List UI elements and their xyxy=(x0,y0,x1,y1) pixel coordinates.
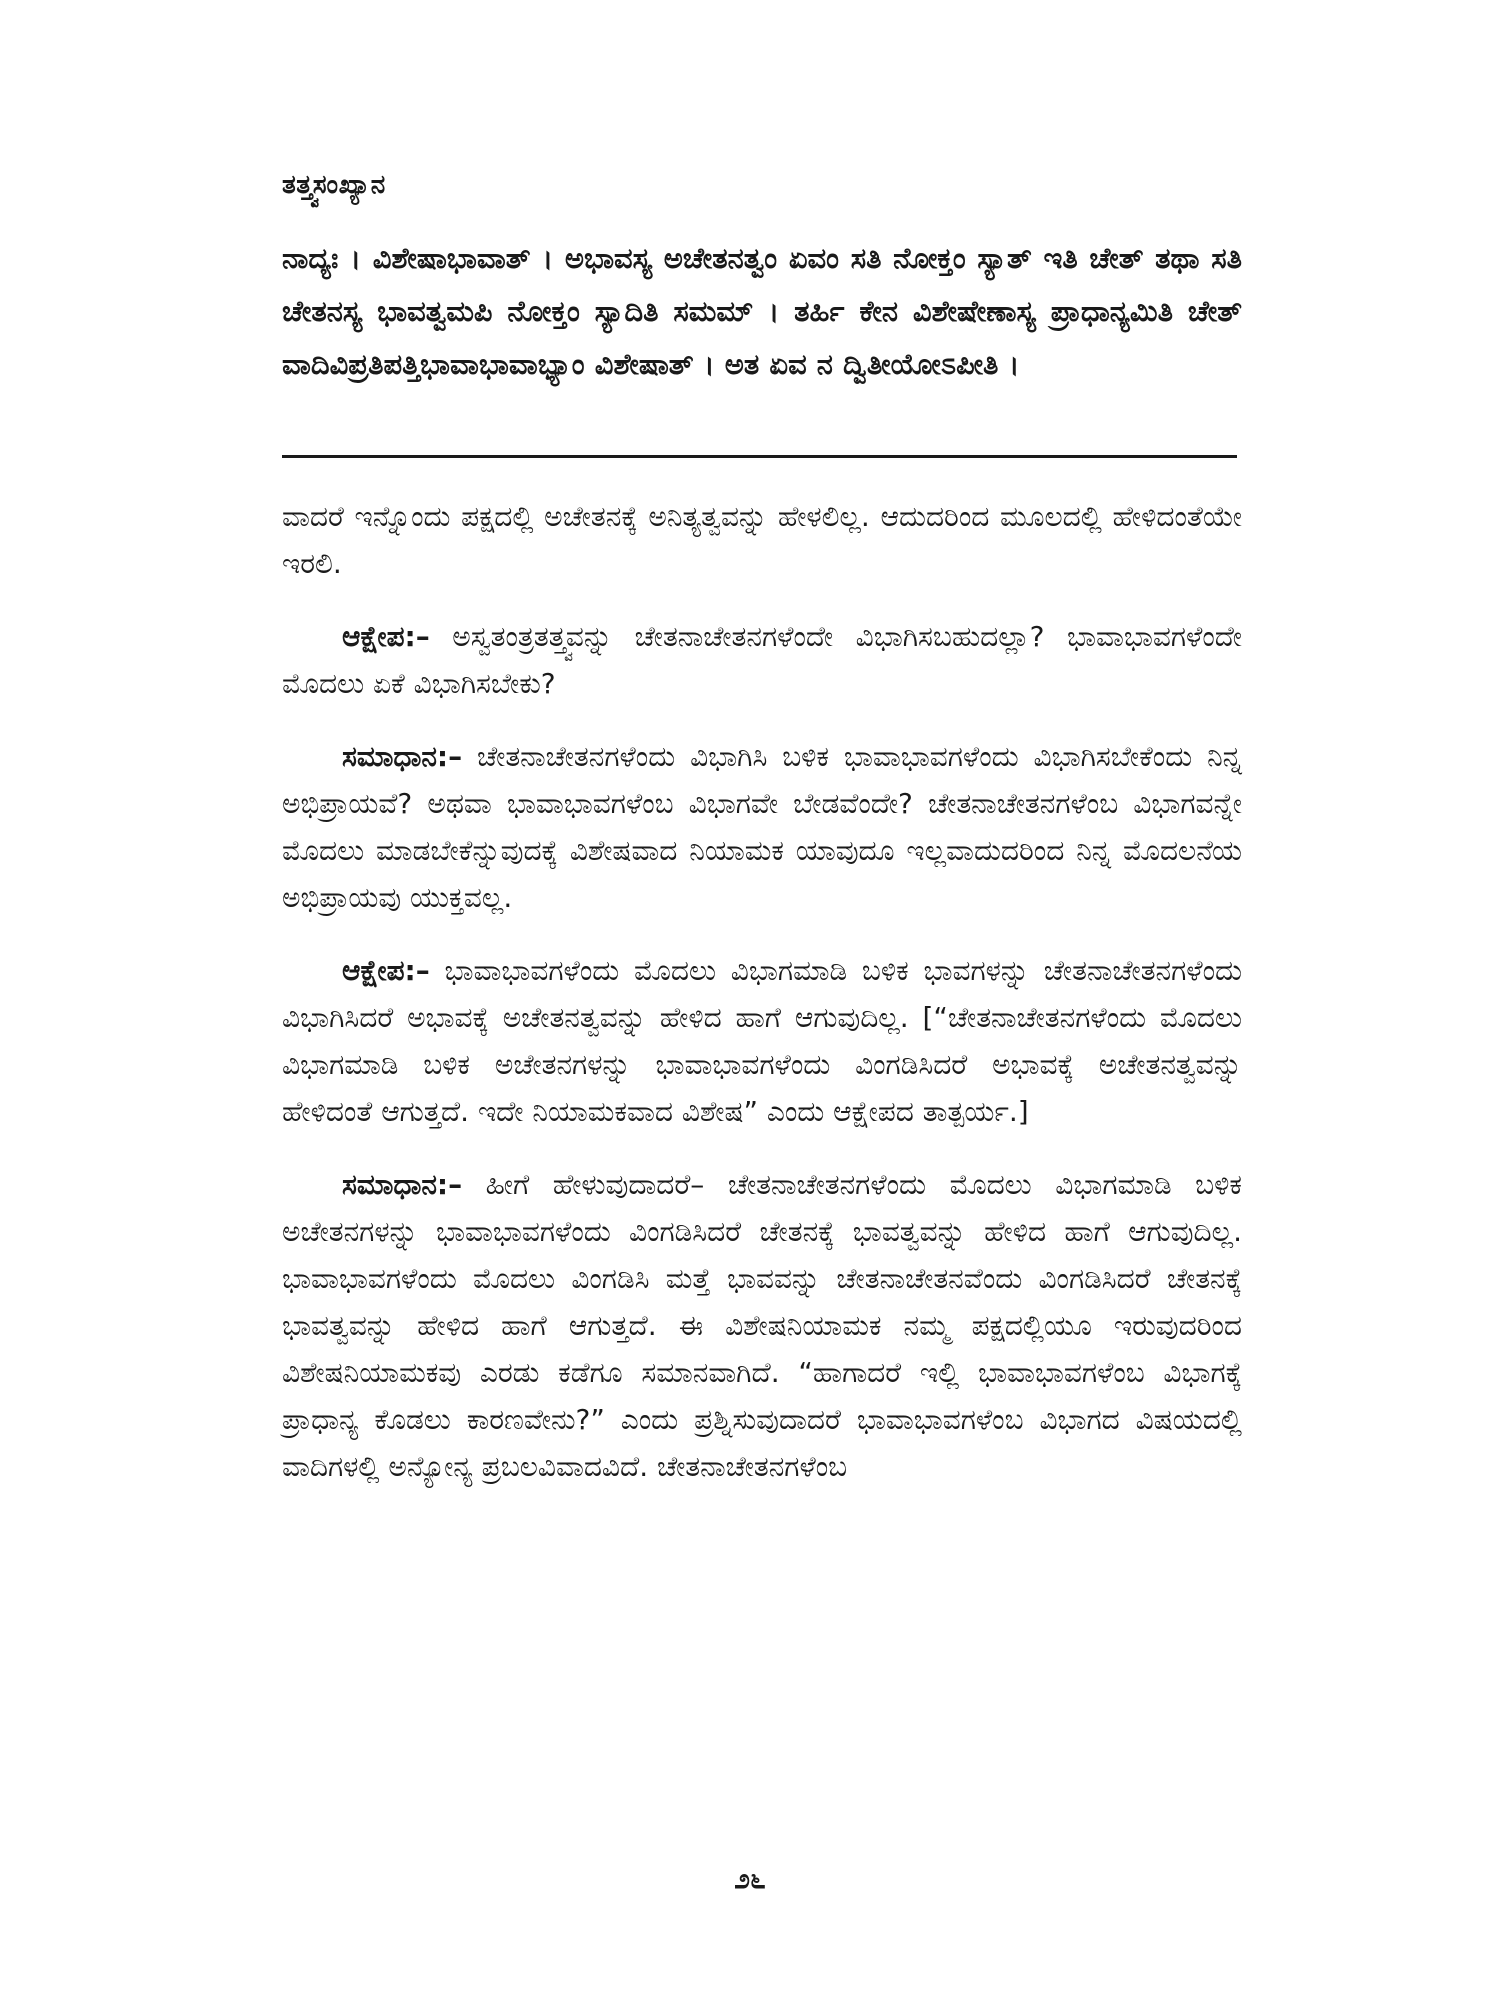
paragraph-objection-1 xyxy=(282,613,1242,707)
paragraph-answer-1 xyxy=(282,733,1242,921)
paragraph-label: ಆಕ್ಷೇಪ:– xyxy=(342,620,430,653)
running-head: ತತ್ತ್ವಸಂಖ್ಯಾನ xyxy=(282,170,386,200)
paragraph-label: ಸಮಾಧಾನ:– xyxy=(342,740,463,773)
paragraph-objection-2 xyxy=(282,947,1242,1135)
paragraph-text: ಭಾವಾಭಾವಗಳೆಂದು ಮೊದಲು ವಿಭಾಗಮಾಡಿ ಬಳಿಕ ಭಾವಗಳನ್ನು ಚೇತನಾಚೇತನಗಳೆಂದು ವಿಭಾಗಿಸಿದರೆ ಅಭಾವಕ್ಕೆ ಅಚೇತನತ್ವವನ್ನು ಹೇಳಿದ ಹಾಗೆ ಆಗುವುದಿಲ್ಲ. [“ಚೇತನಾಚೇತನಗಳೆಂದು ಮೊದಲು ವಿಭಾಗಮಾಡಿ ಬಳಿಕ ಅಚೇತನಗಳನ್ನು ಭಾವಾಭಾವಗಳೆಂದು ವಿಂಗಡಿಸಿದರೆ ಅಭಾವಕ್ಕೆ ಅಚೇತನತ್ವವನ್ನು ಹೇಳಿದಂತೆ ಆಗುತ್ತದೆ. ಇದೇ ನಿಯಾಮಕವಾದ ವಿಶೇಷ” ಎಂದು ಆಕ್ಷೇಪದ ತಾತ್ಪರ್ಯ.] xyxy=(282,954,1242,1128)
paragraph-continuation xyxy=(282,493,1242,587)
page-number: ೨೬ xyxy=(734,1862,766,1895)
paragraph-label: ಸಮಾಧಾನ:– xyxy=(342,1168,463,1201)
paragraph-text: ಹೀಗೆ ಹೇಳುವುದಾದರೆ– ಚೇತನಾಚೇತನಗಳೆಂದು ಮೊದಲು ವಿಭಾಗಮಾಡಿ ಬಳಿಕ ಅಚೇತನಗಳನ್ನು ಭಾವಾಭಾವಗಳೆಂದು ವಿಂಗಡಿಸಿದರೆ ಚೇತನಕ್ಕೆ ಭಾವತ್ವವನ್ನು ಹೇಳಿದ ಹಾಗೆ ಆಗುವುದಿಲ್ಲ. ಭಾವಾಭಾವಗಳೆಂದು ಮೊದಲು ವಿಂಗಡಿಸಿ ಮತ್ತೆ ಭಾವವನ್ನು ಚೇತನಾಚೇತನವೆಂದು ವಿಂಗಡಿಸಿದರೆ ಚೇತನಕ್ಕೆ ಭಾವತ್ವವನ್ನು ಹೇಳಿದ ಹಾಗೆ ಆಗುತ್ತದೆ. ಈ ವಿಶೇಷನಿಯಾಮಕ ನಮ್ಮ ಪಕ್ಷದಲ್ಲಿಯೂ ಇರುವುದರಿಂದ ವಿಶೇಷನಿಯಾಮಕವು ಎರಡು ಕಡೆಗೂ ಸಮಾನವಾಗಿದೆ. “ಹಾಗಾದರೆ ಇಲ್ಲಿ ಭಾವಾಭಾವಗಳೆಂಬ ವಿಭಾಗಕ್ಕೆ ಪ್ರಾಧಾನ್ಯ ಕೊಡಲು ಕಾರಣವೇನು?” ಎಂದು ಪ್ರಶ್ನಿಸುವುದಾದರೆ ಭಾವಾಭಾವಗಳೆಂಬ ವಿಭಾಗದ ವಿಷಯದಲ್ಲಿ ವಾದಿಗಳಲ್ಲಿ ಅನ್ಯೋನ್ಯ ಪ್ರಬಲವಿವಾದವಿದೆ. ಚೇತನಾಚೇತನಗಳೆಂಬ xyxy=(282,1168,1242,1483)
paragraph-label: ಆಕ್ಷೇಪ:– xyxy=(342,954,430,987)
sanskrit-commentary-block: ನಾದ್ಯಃ । ವಿಶೇಷಾಭಾವಾತ್ । ಅಭಾವಸ್ಯ ಅಚೇತನತ್ವಂ ಏವಂ ಸತಿ ನೋಕ್ತಂ ಸ್ಯಾತ್ ಇತಿ ಚೇತ್ ತಥಾ ಸತಿ ಚೇತನಸ್ಯ ಭಾವತ್ವಮಪಿ ನೋಕ್ತಂ ಸ್ಯಾದಿತಿ ಸಮಮ್ । ತರ್ಹಿ ಕೇನ ವಿಶೇಷೇಣಾಸ್ಯ ಪ್ರಾಧಾನ್ಯಮಿತಿ ಚೇತ್ ವಾದಿವಿಪ್ರತಿಪತ್ತಿಭಾವಾಭಾವಾಭ್ಯಾಂ ವಿಶೇಷಾತ್ । ಅತ ಏವ ನ ದ್ವಿತೀಯೋಽಪೀತಿ । xyxy=(282,241,1242,381)
paragraph-text: ಅಸ್ವತಂತ್ರತತ್ತ್ವವನ್ನು ಚೇತನಾಚೇತನಗಳೆಂದೇ ವಿಭಾಗಿಸಬಹುದಲ್ಲಾ? ಭಾವಾಭಾವಗಳೆಂದೇ ಮೊದಲು ಏಕೆ ವಿಭಾಗಿಸಬೇಕು? xyxy=(282,620,1242,700)
paragraph-text: ಚೇತನಾಚೇತನಗಳೆಂದು ವಿಭಾಗಿಸಿ ಬಳಿಕ ಭಾವಾಭಾವಗಳೆಂದು ವಿಭಾಗಿಸಬೇಕೆಂದು ನಿನ್ನ ಅಭಿಪ್ರಾಯವೆ? ಅಥವಾ ಭಾವಾಭಾವಗಳೆಂಬ ವಿಭಾಗವೇ ಬೇಡವೆಂದೇ? ಚೇತನಾಚೇತನಗಳೆಂಬ ವಿಭಾಗವನ್ನೇ ಮೊದಲು ಮಾಡಬೇಕೆನ್ನುವುದಕ್ಕೆ ವಿಶೇಷವಾದ ನಿಯಾಮಕ ಯಾವುದೂ ಇಲ್ಲವಾದುದರಿಂದ ನಿನ್ನ ಮೊದಲನೆಯ ಅಭಿಪ್ರಾಯವು ಯುಕ್ತವಲ್ಲ. xyxy=(282,740,1242,914)
kannada-translation-body xyxy=(282,493,1242,1516)
paragraph-text: ವಾದರೆ ಇನ್ನೊಂದು ಪಕ್ಷದಲ್ಲಿ ಅಚೇತನಕ್ಕೆ ಅನಿತ್ಯತ್ವವನ್ನು ಹೇಳಲಿಲ್ಲ. ಆದುದರಿಂದ ಮೂಲದಲ್ಲಿ ಹೇಳಿದಂತೆಯೇ ಇರಲಿ. xyxy=(282,500,1242,580)
paragraph-answer-2 xyxy=(282,1161,1242,1490)
section-divider xyxy=(282,455,1237,458)
